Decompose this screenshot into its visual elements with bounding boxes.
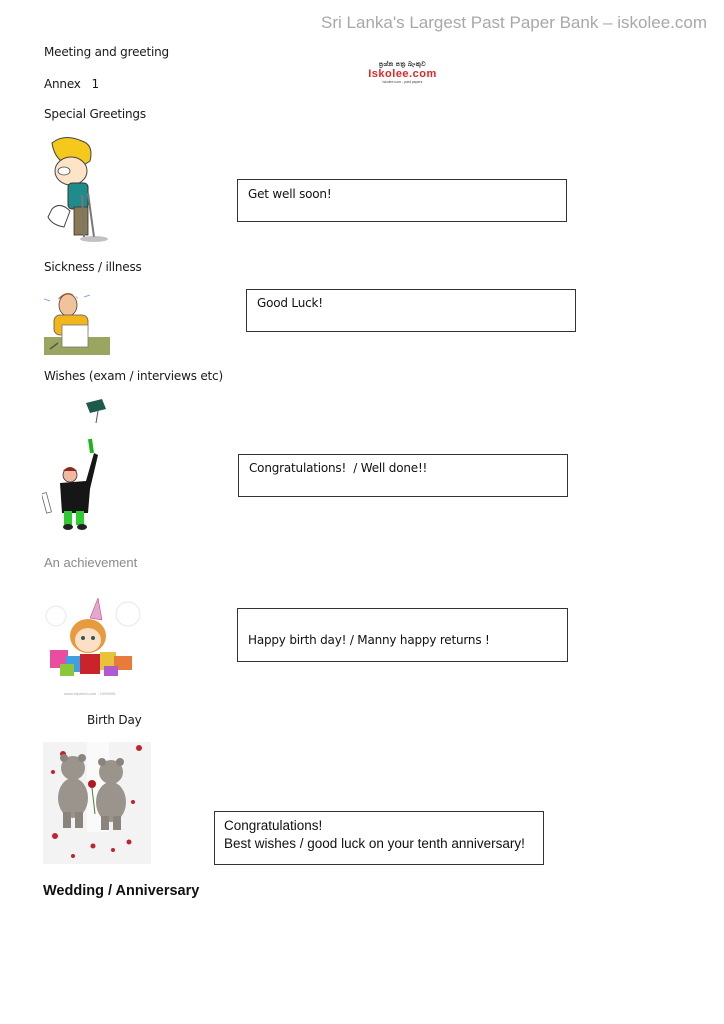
image-credit: www.clipartof.com · 1059495	[64, 691, 116, 696]
girl-with-birthday-gifts-icon	[42, 598, 146, 680]
category-label-wedding: Wedding / Anniversary	[43, 883, 200, 899]
section-title: Special Greetings	[44, 107, 146, 121]
annex-label: Annex 1	[44, 77, 99, 91]
logo-top-line: ප්‍රශ්න පත්‍ර බැංකුව	[378, 62, 427, 68]
teddy-bears-with-rose-icon	[43, 742, 151, 864]
greeting-message: Good Luck!	[257, 296, 323, 310]
greeting-box-birthday	[237, 608, 568, 662]
greeting-message: Get well soon!	[248, 187, 332, 201]
greeting-message-line2: Best wishes / good luck on your tenth anniversary!	[224, 836, 525, 851]
document-title: Meeting and greeting	[44, 45, 169, 59]
iskolee-logo	[340, 62, 465, 84]
category-label-sickness: Sickness / illness	[44, 260, 142, 274]
site-watermark: Sri Lanka's Largest Past Paper Bank – iskolee.com	[321, 13, 707, 32]
greeting-box-anniversary	[214, 811, 544, 865]
category-label-achievement: An achievement	[44, 555, 138, 570]
student-writing-exam-icon	[44, 289, 110, 355]
greeting-box-congratulations	[238, 454, 568, 497]
greeting-message: Happy birth day! / Manny happy returns !	[248, 633, 490, 647]
greeting-box-good-luck	[246, 289, 576, 332]
greeting-box-get-well	[237, 179, 567, 222]
logo-brand: Iskolee.com	[368, 68, 437, 80]
boy-on-crutches-icon	[44, 135, 116, 243]
category-label-wishes: Wishes (exam / interviews etc)	[44, 369, 223, 383]
graduate-throwing-cap-icon	[42, 397, 112, 535]
greeting-message: Congratulations! / Well done!!	[249, 461, 428, 475]
logo-tagline: iskolee.com - past papers	[382, 80, 423, 84]
greeting-message-line1: Congratulations!	[224, 818, 323, 833]
category-label-birthday: Birth Day	[87, 713, 142, 727]
